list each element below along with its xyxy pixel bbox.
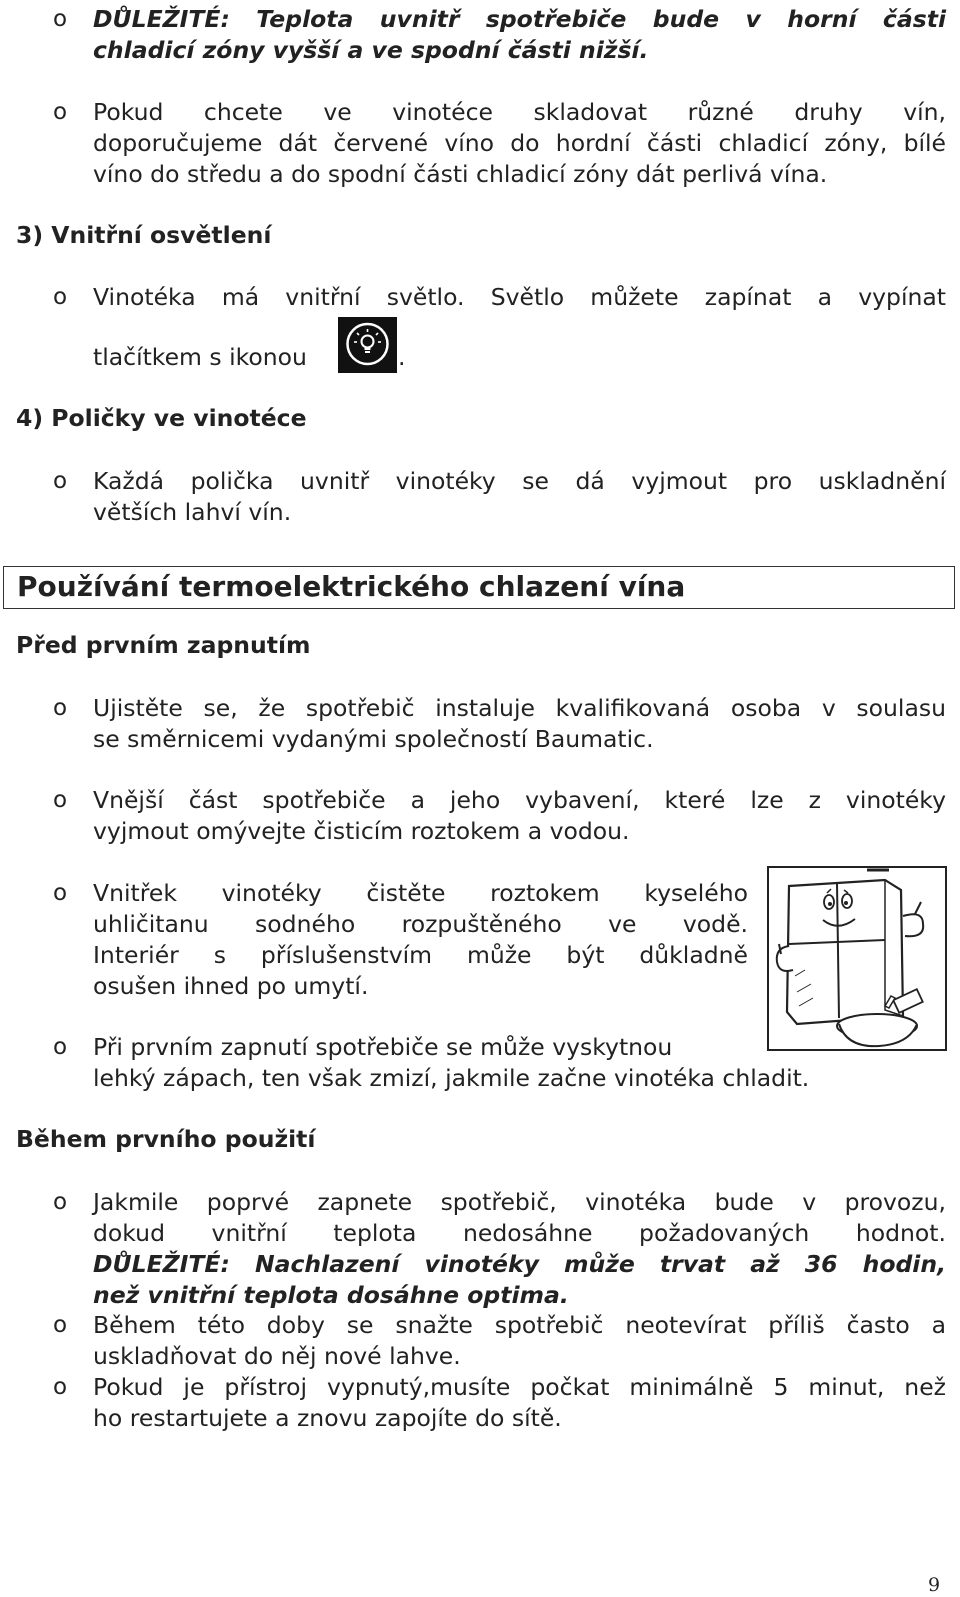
bullet: o bbox=[53, 1374, 68, 1400]
avoid-opening-item: Během této doby se snažte spotřebič neotevírat příliš často a uskladňovat do něj nové lahve. bbox=[93, 1311, 946, 1370]
light-bulb-button-icon bbox=[338, 317, 397, 373]
bullet: o bbox=[53, 787, 68, 813]
install-item: Ujistěte se, že spotřebič instaluje kvalifikovaná osoba v soulasu se směrnicemi vydanými společností Baumatic. bbox=[93, 694, 946, 753]
bullet: o bbox=[53, 695, 68, 721]
bullet: o bbox=[53, 284, 68, 310]
bullet: o bbox=[53, 468, 68, 494]
section-title-box bbox=[3, 566, 955, 609]
lighting-text-line2: tlačítkem s ikonou bbox=[93, 343, 307, 371]
bullet: o bbox=[53, 1189, 68, 1215]
restart-wait-item: Pokud je přístroj vypnutý,musíte počkat minimálně 5 minut, než ho restartujete a znovu zapojíte do sítě. bbox=[93, 1373, 946, 1432]
exterior-cleaning-item: Vnější část spotřebiče a jeho vybavení, které lze z vinotéky vyjmout omývejte čisticím roztokem a vodou. bbox=[93, 786, 946, 845]
page-number: 9 bbox=[928, 1574, 941, 1596]
bullet: o bbox=[53, 1312, 68, 1338]
before-first-heading: Před prvním zapnutím bbox=[16, 631, 311, 659]
shelves-text: Každá polička uvnitř vinotéky se dá vyjmout pro uskladnění větších lahví vín. bbox=[93, 467, 946, 526]
bullet: o bbox=[53, 99, 68, 125]
important-note: DŮLEŽITÉ: Teplota uvnitř spotřebiče bude v horní části chladicí zóny vyšší a ve spodní části nižší. bbox=[93, 5, 946, 64]
section-title: Používání termoelektrického chlazení vína bbox=[17, 570, 686, 603]
lighting-text: Vinotéka má vnitřní světlo. Světlo můžete zapínat a vypínat bbox=[93, 283, 946, 311]
shelves-heading: 4) Poličky ve vinotéce bbox=[16, 404, 307, 432]
first-use-item: Jakmile poprvé zapnete spotřebič, vinotéka bude v provozu, dokud vnitřní teplota nedosáhne požadovaných hodnot. DŮLEŽITÉ: Nachlazení vinotéky může trvat až 36 hodin, než vnitřní teplota dosáhne optima. bbox=[93, 1188, 946, 1309]
wine-storage-tip: Pokud chcete ve vinotéce skladovat různé druhy vín, doporučujeme dát červené víno do hordní části chladicí zóny, bílé víno do středu a do spodní části chladicí zóny dát perlivá vína. bbox=[93, 98, 946, 188]
cartoon-fridge-illustration bbox=[767, 866, 947, 1051]
bullet: o bbox=[53, 1034, 68, 1060]
bullet: o bbox=[53, 6, 68, 32]
sentence-period: . bbox=[398, 343, 406, 371]
interior-cleaning-item: Vnitřek vinotéky čistěte roztokem kyselého uhličitanu sodného rozpuštěného ve vodě. Interiér s příslušenstvím může být důkladně osušen ihned po umytí. bbox=[93, 879, 748, 1000]
bullet: o bbox=[53, 880, 68, 906]
first-start-odor-item: Při prvním zapnutí spotřebiče se může vyskytnou lehký zápach, ten však zmizí, jakmile začne vinotéka chladit. bbox=[93, 1033, 810, 1092]
lighting-heading: 3) Vnitřní osvětlení bbox=[16, 221, 272, 249]
first-use-heading: Během prvního použití bbox=[16, 1125, 316, 1153]
